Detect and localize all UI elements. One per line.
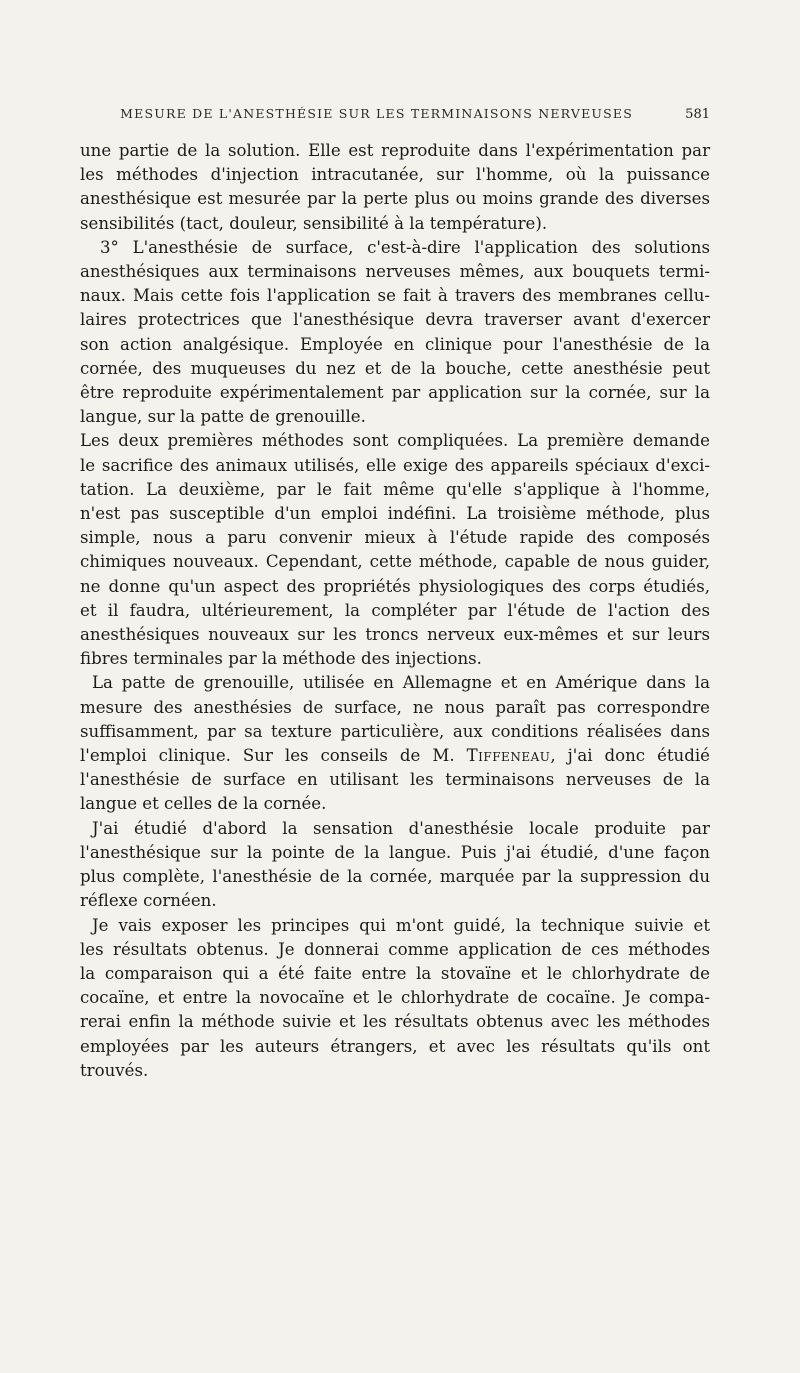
- text-line: une partie de la solution. Elle est reproduite dans l'expérimentation par: [80, 141, 710, 160]
- text-line: langue, sur la patte de grenouille.: [80, 407, 366, 427]
- text-line: Les deux premières méthodes sont compliquées. La première demande: [80, 431, 710, 451]
- text-line: mesure des anesthésies de surface, ne nous paraît pas correspondre: [80, 697, 710, 717]
- text-line: plus complète, l'anesthésie de la cornée, marquée par la suppression du: [80, 867, 710, 887]
- text-line: son action analgésique. Employée en clinique pour l'anesthésie de la: [80, 334, 710, 354]
- text-line: les résultats obtenus. Je donnerai comme application de ces méthodes: [80, 939, 710, 959]
- text-line: anesthésiques nouveaux sur les troncs nerveux eux-mêmes et sur leurs: [80, 625, 710, 645]
- text-line: naux. Mais cette fois l'application se fait à travers des membranes cellu-: [80, 286, 710, 306]
- text-line: fibres terminales par la méthode des injections.: [80, 649, 482, 669]
- body-text: [80, 139, 710, 1083]
- text-line: l'anesthésique sur la pointe de la langue. Puis j'ai étudié, d'une façon: [80, 842, 710, 862]
- text-line: suffisamment, par sa texture particulière, aux conditions réalisées dans: [80, 721, 710, 741]
- text-line: Je vais exposer les principes qui m'ont guidé, la technique suivie et: [92, 915, 710, 935]
- text-line: ne donne qu'un aspect des propriétés physiologiques des corps étudiés,: [80, 576, 710, 596]
- text-line: 3° L'anesthésie de surface, c'est-à-dire l'application des solutions: [100, 237, 710, 257]
- text-line: trouvés.: [80, 1060, 149, 1080]
- text-line: cocaïne, et entre la novocaïne et le chlorhydrate de cocaïne. Je compa-: [80, 988, 710, 1008]
- text-line: les méthodes d'injection intracutanée, sur l'homme, où la puissance: [80, 165, 710, 185]
- text-line: simple, nous a paru convenir mieux à l'étude rapide des composés: [80, 528, 710, 548]
- page-number: 581: [685, 107, 710, 122]
- text-line: rerai enfin la méthode suivie et les résultats obtenus avec les méthodes: [80, 1012, 710, 1032]
- text-line: réflexe cornéen.: [80, 891, 217, 911]
- text-line: La patte de grenouille, utilisée en Allemagne et en Amérique dans la: [92, 673, 710, 693]
- running-head: [80, 106, 710, 122]
- paragraph-1: [80, 139, 710, 236]
- text-line: sensibilités (tact, douleur, sensibilité à la température).: [80, 213, 548, 233]
- text-line: n'est pas susceptible d'un emploi indéfini. La troisième méthode, plus: [80, 504, 710, 524]
- paragraph-5: [80, 817, 710, 914]
- text-line: employées par les auteurs étrangers, et avec les résultats qu'ils ont: [80, 1036, 710, 1056]
- text-line: être reproduite expérimentalement par application sur la cornée, sur la: [80, 383, 710, 403]
- paragraph-6: [80, 914, 710, 1083]
- text-line: et il faudra, ultérieurement, la compléter par l'étude de l'action des: [80, 600, 710, 620]
- text-line: l'anesthésie de surface en utilisant les terminaisons nerveuses de la: [80, 770, 710, 790]
- paragraph-2: [80, 236, 710, 430]
- running-head-title: MESURE DE L'ANESTHÉSIE SUR LES TERMINAISONS NERVEUSES: [120, 106, 633, 121]
- text-line: laires protectrices que l'anesthésique devra traverser avant d'exercer: [80, 310, 710, 330]
- text-fragment: , j'ai donc étudié: [550, 746, 710, 766]
- text-line: anesthésique est mesurée par la perte plus ou moins grande des diverses: [80, 189, 710, 209]
- paragraph-3: [80, 429, 710, 671]
- text-line: anesthésiques aux terminaisons nerveuses mêmes, aux bouquets termi-: [80, 262, 710, 282]
- text-line: la comparaison qui a été faite entre la stovaïne et le chlorhydrate de: [80, 963, 710, 983]
- text-fragment: l'emploi clinique. Sur les conseils de M.: [80, 746, 467, 766]
- text-line: le sacrifice des animaux utilisés, elle exige des appareils spéciaux d'exci-: [80, 455, 710, 475]
- text-line: [80, 744, 710, 768]
- text-line: langue et celles de la cornée.: [80, 794, 327, 814]
- author-name: Tiffeneau: [466, 746, 551, 766]
- text-line: tation. La deuxième, par le fait même qu'elle s'applique à l'homme,: [80, 479, 710, 499]
- paragraph-4: [80, 671, 710, 816]
- text-line: chimiques nouveaux. Cependant, cette méthode, capable de nous guider,: [80, 552, 710, 572]
- text-line: J'ai étudié d'abord la sensation d'anesthésie locale produite par: [92, 818, 710, 838]
- text-line: cornée, des muqueuses du nez et de la bouche, cette anesthésie peut: [80, 358, 710, 378]
